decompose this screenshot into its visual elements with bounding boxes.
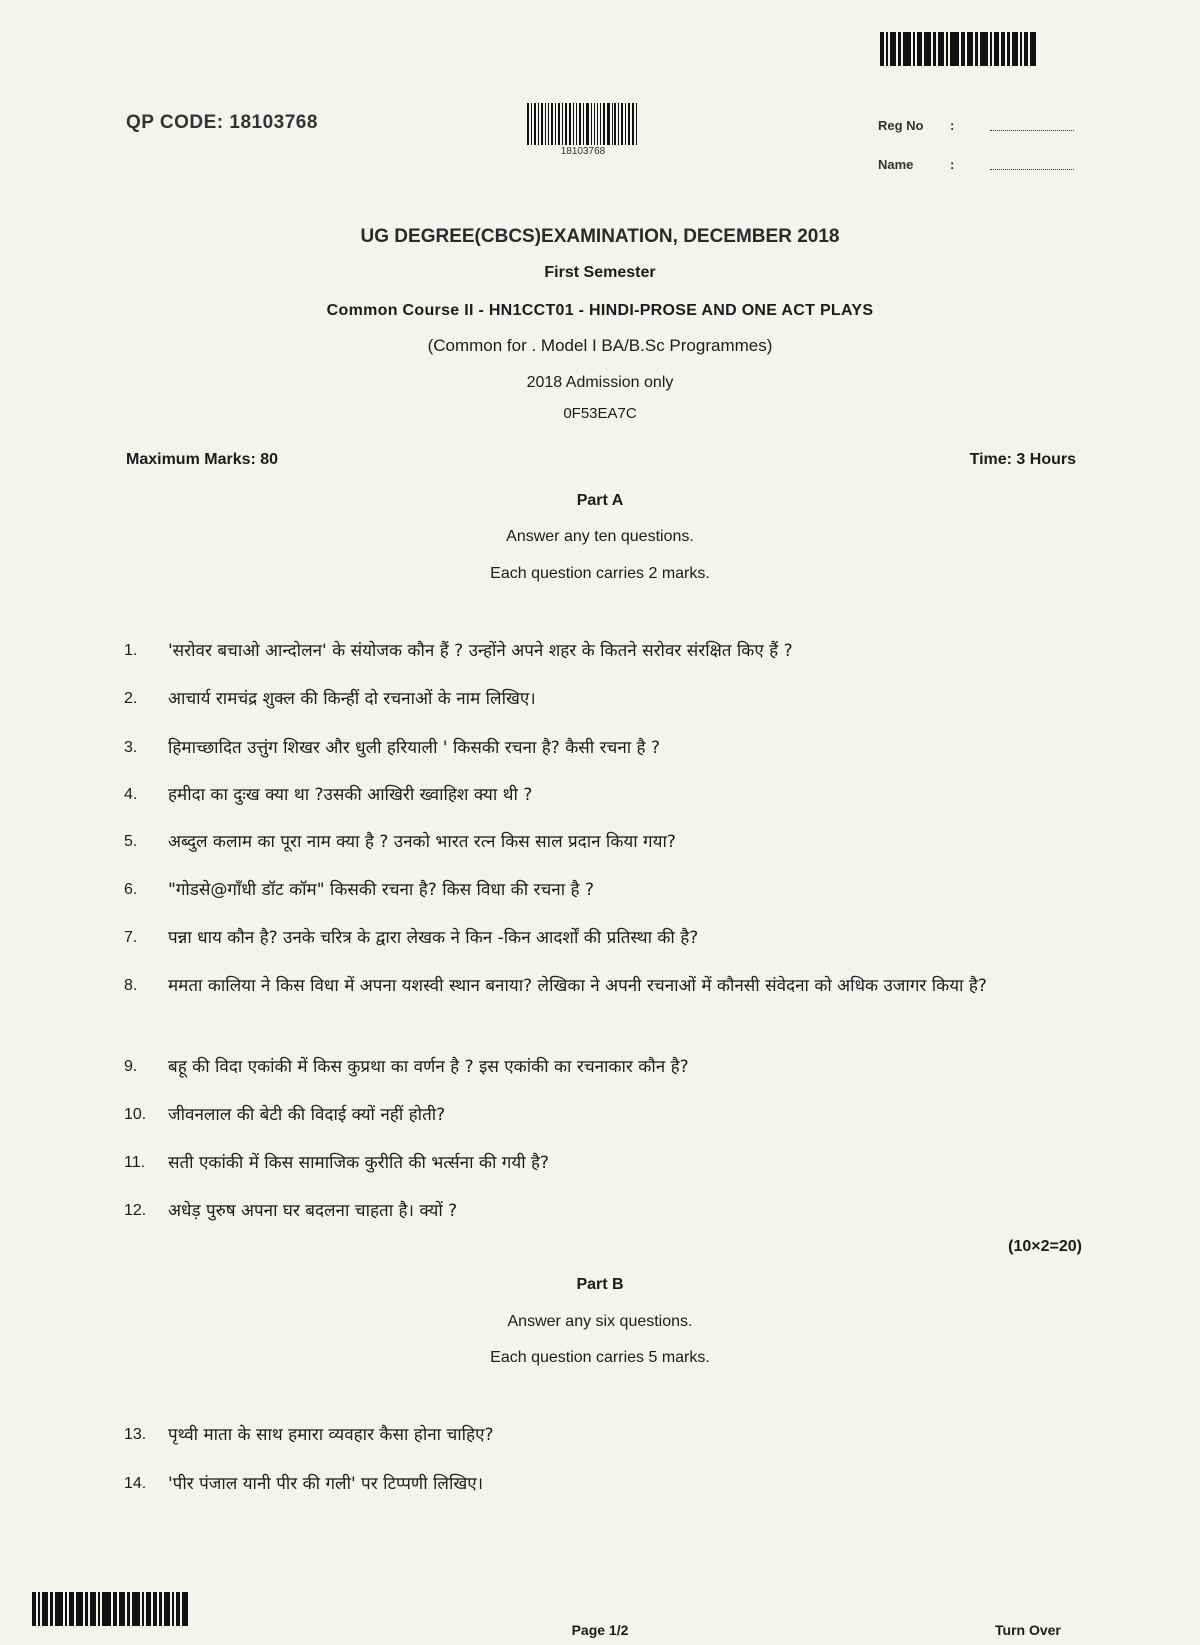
question (124, 1051, 1054, 1083)
page-number: Page 1/2 (571, 1622, 629, 1638)
question-text: जीवनलाल की बेटी की विदाई क्यों नहीं होती? (168, 1105, 446, 1125)
question (124, 874, 1054, 906)
question (124, 970, 1054, 1002)
question-number: 6. (124, 881, 138, 898)
part-a-heading: Part A (576, 492, 624, 509)
question (124, 1099, 1054, 1131)
question-number: 5. (124, 833, 138, 850)
question-text: पन्ना धाय कौन है? उनके चरित्र के द्वारा लेखक ने किन -किन आदर्शों की प्रतिस्था की है? (168, 928, 699, 948)
semester: First Semester (544, 264, 656, 281)
question (124, 683, 1054, 715)
paper-code: 0F53EA7C (563, 405, 637, 422)
admission-note: 2018 Admission only (526, 374, 674, 391)
question-number: 14. (124, 1475, 147, 1492)
part-b-heading: Part B (576, 1276, 624, 1293)
question-text: पृथ्वी माता के साथ हमारा व्यवहार कैसा होना चाहिए? (168, 1425, 494, 1445)
question-number: 11. (124, 1154, 146, 1171)
question-text: अधेड़ पुरुष अपना घर बदलना चाहता है। क्यों ? (168, 1201, 458, 1221)
part-b-instruction: Answer any six questions. (507, 1313, 693, 1330)
question-text: अब्दुल कलाम का पूरा नाम क्या है ? उनको भारत रत्न किस साल प्रदान किया गया? (168, 832, 676, 852)
part-a-instruction: Answer any ten questions. (506, 528, 694, 545)
part-b-marks-note: Each question carries 5 marks. (490, 1349, 710, 1366)
question-text: 'पीर पंजाल यानी पीर की गली' पर टिप्पणी लिखिए। (168, 1474, 484, 1494)
question-text: बहू की विदा एकांकी में किस कुप्रथा का वर्णन है ? इस एकांकी का रचनाकार कौन है? (168, 1057, 689, 1077)
question (124, 1419, 1054, 1451)
top-right-barcode (880, 32, 1038, 66)
part-a-marks-note: Each question carries 2 marks. (490, 565, 710, 582)
maximum-marks: Maximum Marks: 80 (126, 451, 279, 468)
reg-no-blank (990, 130, 1074, 131)
center-barcode (527, 103, 639, 145)
question-number: 8. (124, 977, 138, 994)
exam-time: Time: 3 Hours (969, 451, 1076, 468)
question-number: 7. (124, 929, 138, 946)
question-text: "गोडसे@गाँधी डॉट कॉम" किसकी रचना है? किस विधा की रचना है ? (168, 880, 594, 900)
qp-code: QP CODE: 18103768 (126, 112, 318, 133)
question-text: ममता कालिया ने किस विधा में अपना यशस्वी स्थान बनाया? लेखिका ने अपनी रचनाओं में कौनसी संवेदना को अधिक उजागर किया है? (168, 976, 987, 996)
barcode-number: 18103768 (560, 146, 606, 157)
question-number: 3. (124, 739, 138, 756)
question-text: हिमाच्छादित उत्तुंग शिखर और धुली हरियाली ' किसकी रचना है? कैसी रचना है ? (168, 738, 661, 758)
name-label: Name (878, 157, 914, 172)
turn-over-note: Turn Over (995, 1622, 1061, 1638)
question-number: 10. (124, 1106, 147, 1123)
question (124, 779, 1054, 811)
reg-no-colon: : (950, 118, 955, 133)
exam-title: UG DEGREE(CBCS)EXAMINATION, DECEMBER 2018 (360, 226, 840, 247)
question-number: 13. (124, 1426, 147, 1443)
name-colon: : (950, 157, 955, 172)
question-number: 12. (124, 1202, 147, 1219)
question (124, 1468, 1054, 1500)
question-number: 2. (124, 690, 138, 707)
question-text: 'सरोवर बचाओ आन्दोलन' के संयोजक कौन हैं ? उन्होंने अपने शहर के कितने सरोवर संरक्षित किए हैं ? (168, 641, 793, 661)
question-text: सती एकांकी में किस सामाजिक कुरीति की भर्त्सना की गयी है? (168, 1153, 550, 1173)
question (124, 732, 1054, 764)
question-number: 1. (124, 642, 138, 659)
question-number: 4. (124, 786, 138, 803)
reg-no-label: Reg No (878, 118, 924, 133)
question (124, 635, 1054, 667)
question (124, 922, 1054, 954)
part-a-marks-summary: (10×2=20) (1008, 1238, 1082, 1255)
programme-note: (Common for . Model I BA/B.Sc Programmes) (427, 336, 773, 355)
question (124, 826, 1054, 858)
question (124, 1147, 1054, 1179)
question (124, 1195, 1054, 1227)
question-number: 9. (124, 1058, 138, 1075)
course-name: Common Course II - HN1CCT01 - HINDI-PROSE AND ONE ACT PLAYS (326, 302, 874, 319)
bottom-left-barcode (32, 1592, 190, 1626)
question-text: आचार्य रामचंद्र शुक्ल की किन्हीं दो रचनाओं के नाम लिखिए। (168, 689, 536, 709)
name-blank (990, 169, 1074, 170)
question-text: हमीदा का दुःख क्या था ?उसकी आखिरी ख्वाहिश क्या थी ? (168, 785, 533, 805)
